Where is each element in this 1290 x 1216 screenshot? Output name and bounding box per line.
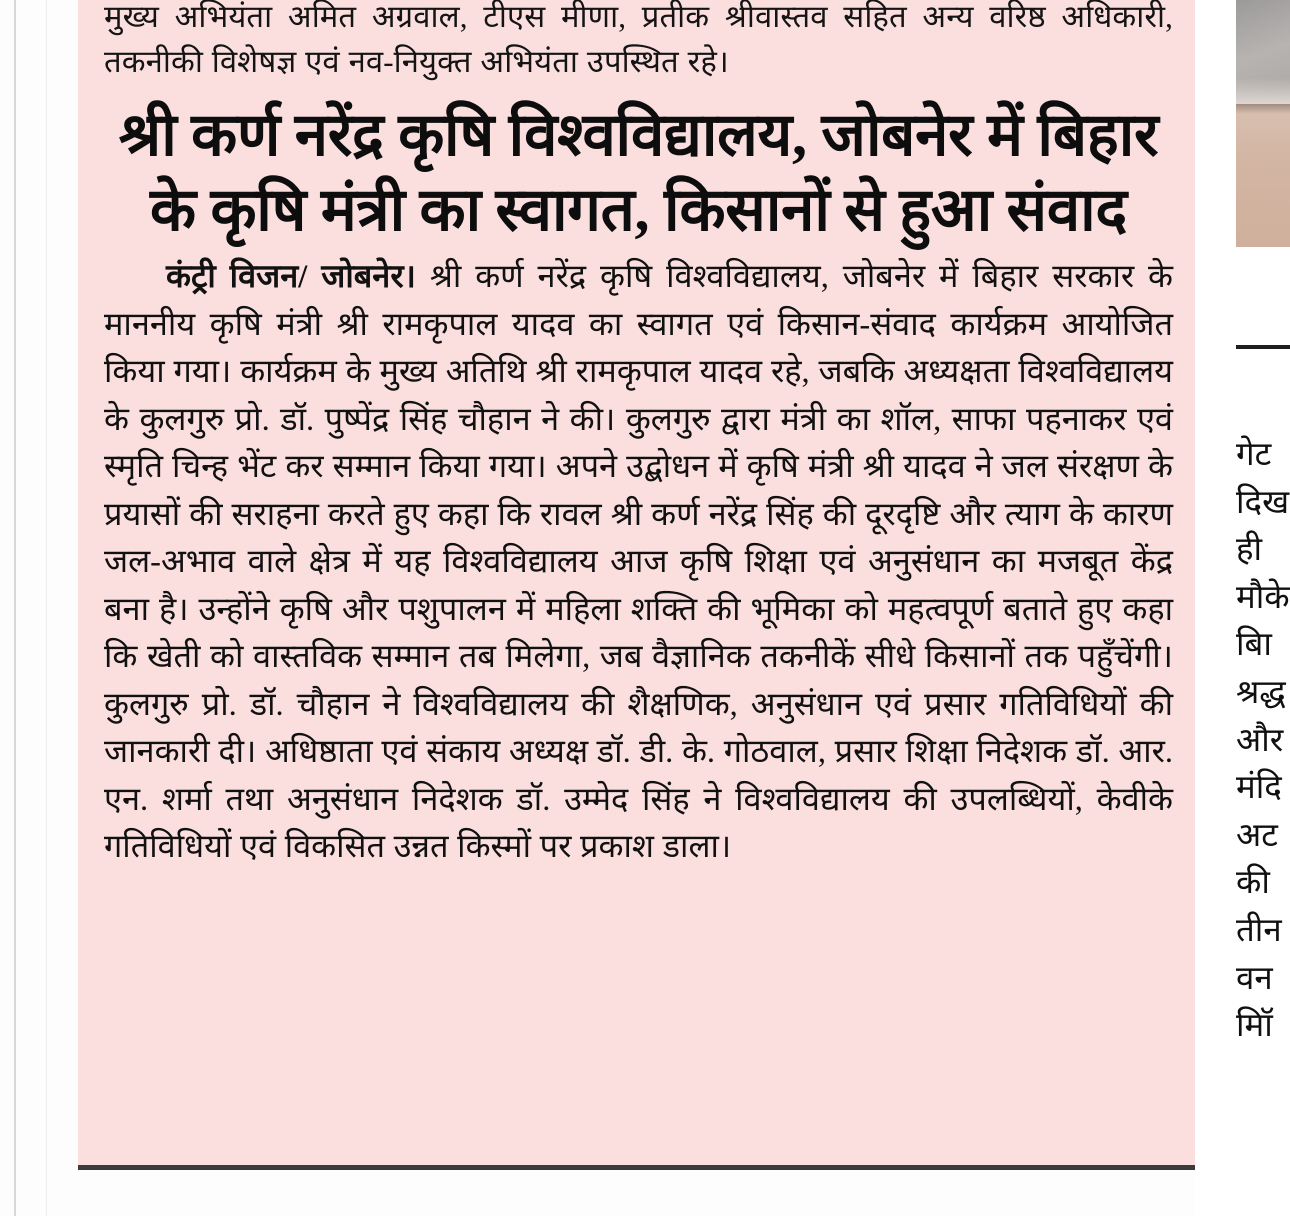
photo-subject-region: [1236, 104, 1290, 247]
adjacent-line: वन: [1236, 960, 1273, 997]
adjacent-line: बाि: [1236, 627, 1272, 664]
adjacent-line: दिख: [1236, 484, 1290, 521]
article-dateline: कंट्री विजन/ जोबनेर।: [166, 259, 416, 295]
article-jump-text: मुख्य अभियंता अमित अग्रवाल, टीएस मीणा, प्रतीक श्रीवास्तव सहित अन्य वरिष्ठ अधिकारी, तकनीकी विशेषज्ञ एवं नव-नियुक्त अभियंता उपस्थित रहे।: [104, 0, 1173, 79]
page-margin-rule: [46, 0, 47, 1216]
page-edge-rule: [14, 0, 16, 1216]
adjacent-line: मॉि: [1236, 1008, 1273, 1045]
adjacent-line: श्रद्ध: [1236, 674, 1286, 711]
adjacent-column-text: [1236, 432, 1290, 1051]
highlighted-article-block: [78, 0, 1195, 1170]
article-body-text: श्री कर्ण नरेंद्र कृषि विश्वविद्यालय, जोबनेर में बिहार सरकार के माननीय कृषि मंत्री श्री रामकृपाल यादव का स्वागत एवं किसान‌‌-संवाद कार्यक्रम आयोजित किया गया। कार्यक्रम के मुख्य अतिथि श्री रामकृपाल यादव रहे, जबकि अध्यक्षता विश्वविद्यालय के कुलगुरु प्रो. डॉ. पुष्पेंद्र सिंह चौहान ने की। कुलगुरु द्वारा मंत्री का शॉल, साफा पहनाकर एवं स्मृति चिन्ह भेंट कर सम्मान किया गया। अपने उद्बोधन में कृषि मंत्री श्री यादव ने जल संरक्षण के प्रयासों की सराहना करते हुए कहा कि रावल श्री कर्ण नरेंद्र सिंह की दूरदृष्टि और त्याग के कारण जल-अभाव वाले क्षेत्र में यह विश्वविद्यालय आज कृषि शिक्षा एवं अनुसंधान का मजबूत केंद्र बना है। उन्होंने कृषि और पशुपालन में महिला शक्ति की भूमिका को महत्वपूर्ण बताते हुए कहा कि खेती को वास्तविक सम्मान तब मिलेगा, जब वैज्ञानिक तकनीकें सीधे किसानों तक पहुँचेंगी। कुलगुरु प्रो. डॉ. चौहान ने विश्वविद्यालय की शैक्षणिक, अनुसंधान एवं प्रसार गतिविधियों की जानकारी दी। अधिष्ठाता एवं संकाय अध्यक्ष डॉ. डी. के. गोठवाल, प्रसार शिक्षा निदेशक डॉ. आर. एन. शर्मा तथा अनुसंधान निदेशक डॉ. उम्मेद सिंह ने विश्वविद्यालय की उपलब्धियों, केवीके गतिविधियों एवं विकसित उन्नत किस्मों पर प्रकाश डाला।: [104, 259, 1174, 865]
adjacent-column: [1195, 0, 1290, 1216]
article-headline: श्री कर्ण नरेंद्र कृषि विश्वविद्यालय, जोबनेर में बिहार के कृषि मंत्री का स्वागत, किसानों से हुआ संवाद: [118, 102, 1159, 243]
article-body: [104, 254, 1173, 872]
article-photo-fragment: [1236, 0, 1290, 247]
adjacent-line: मंदि: [1236, 770, 1282, 807]
adjacent-line: गेट: [1236, 437, 1272, 473]
article-content: [78, 0, 1195, 872]
adjacent-line: मौके: [1236, 579, 1290, 616]
adjacent-line: अट: [1236, 817, 1278, 854]
adjacent-line: और: [1236, 722, 1284, 759]
adjacent-line: ही: [1236, 532, 1263, 569]
adjacent-line: तीन: [1236, 912, 1282, 949]
photo-background-region: [1236, 0, 1290, 104]
column-divider-rule: [1236, 345, 1290, 349]
adjacent-line: की: [1236, 865, 1270, 902]
